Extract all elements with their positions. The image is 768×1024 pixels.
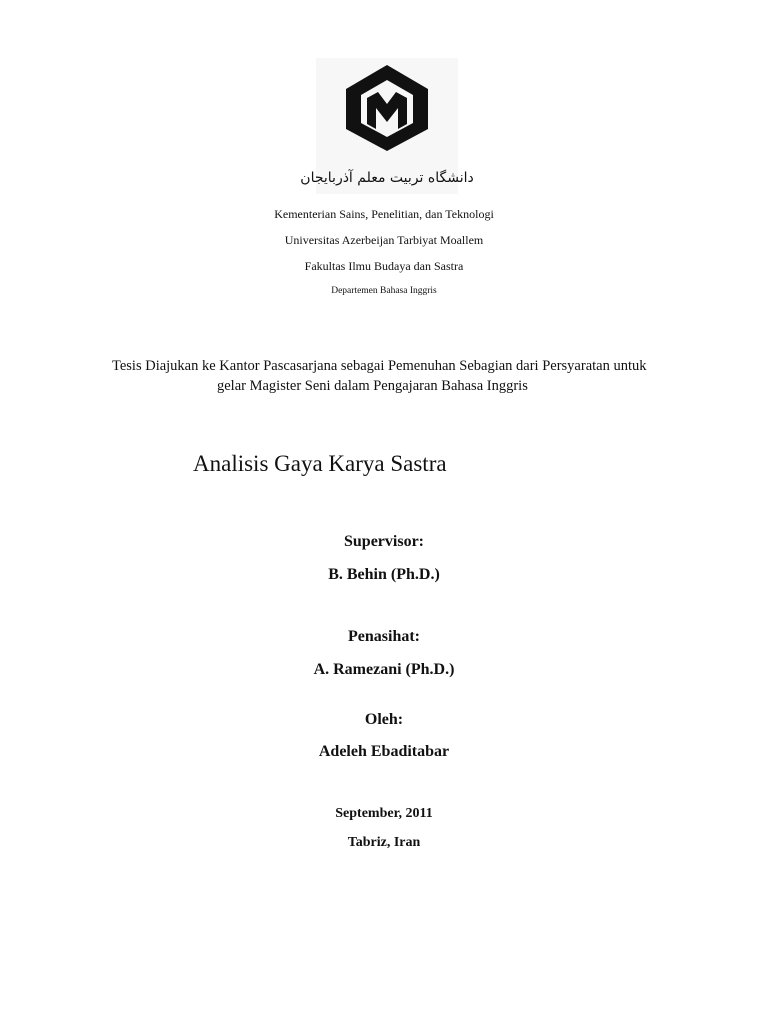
thesis-title: Analisis Gaya Karya Sastra <box>193 451 447 476</box>
submission-place: Tabriz, Iran <box>347 835 421 850</box>
submission-date: September, 2011 <box>335 806 433 821</box>
university-logo <box>300 58 474 194</box>
department-name: Departemen Bahasa Inggris <box>331 286 437 296</box>
university-name: Universitas Azerbeijan Tarbiyat Moallem <box>284 233 484 247</box>
advisor-name: A. Ramezani (Ph.D.) <box>313 661 455 678</box>
author-label: Oleh: <box>364 711 404 728</box>
author-name: Adeleh Ebaditabar <box>318 743 450 760</box>
ministry-name: Kementerian Sains, Penelitian, dan Teknologi <box>274 207 494 221</box>
advisor-label: Penasihat: <box>348 628 420 645</box>
persian-logo-text: دانشگاه تربیت معلم آذربایجان <box>300 170 474 186</box>
supervisor-label: Supervisor: <box>344 533 424 550</box>
university-emblem-icon <box>300 58 474 194</box>
thesis-purpose-line-1: Tesis Diajukan ke Kantor Pascasarjana sebagai Pemenuhan Sebagian dari Persyaratan untuk <box>112 358 647 374</box>
thesis-purpose-line-2: gelar Magister Seni dalam Pengajaran Bahasa Inggris <box>217 378 528 394</box>
supervisor-name: B. Behin (Ph.D.) <box>328 566 440 583</box>
faculty-name: Fakultas Ilmu Budaya dan Sastra <box>304 259 464 273</box>
